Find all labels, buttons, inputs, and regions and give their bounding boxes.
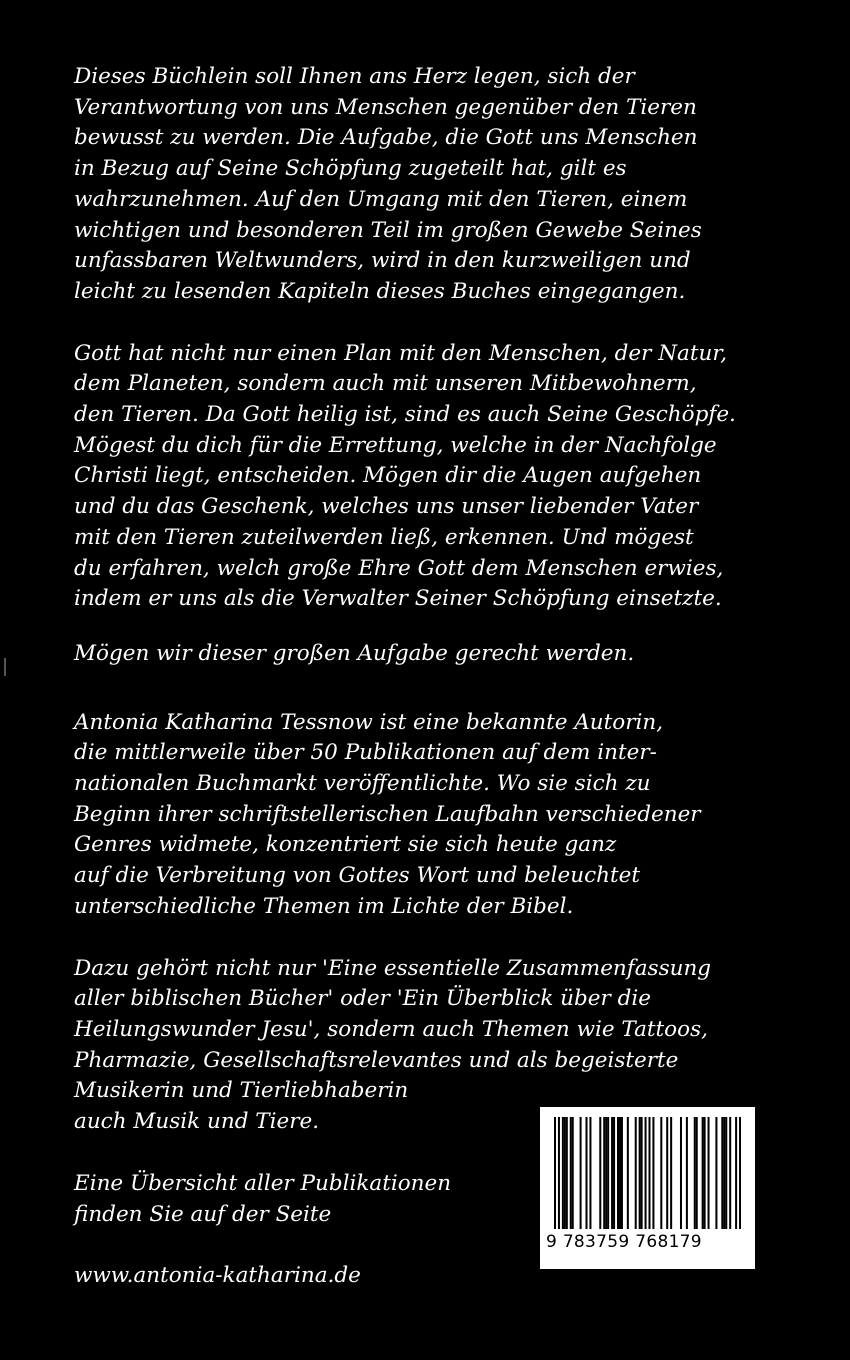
barcode-bar: [621, 1117, 623, 1229]
text-line: auch Musik und Tiere.: [74, 1109, 320, 1135]
barcode-bar: [564, 1117, 566, 1229]
barcode-bar: [562, 1117, 564, 1229]
barcode-bar: [735, 1117, 737, 1229]
paragraph-intro: [74, 62, 794, 308]
text-line: die mittlerweile über 50 Publikationen auf dem inter-: [74, 740, 657, 766]
text-line: Beginn ihrer schriftstellerischen Laufbahn verschiedener: [74, 801, 701, 827]
barcode-bar: [599, 1117, 601, 1229]
barcode-bar: [585, 1117, 587, 1229]
text-line: Gott hat nicht nur einen Plan mit den Menschen, der Natur,: [74, 340, 728, 366]
barcode-bar: [652, 1117, 654, 1229]
barcode-bar: [635, 1117, 637, 1229]
isbn-digits: 9 783759 768179: [546, 1232, 702, 1252]
barcode-bar: [641, 1117, 643, 1229]
text-line: auf die Verbreitung von Gottes Wort und beleuchtet: [74, 863, 640, 889]
barcode-bar: [715, 1117, 717, 1229]
text-line: Verantwortung von uns Menschen gegenüber den Tieren: [74, 94, 697, 120]
text-line: Dieses Büchlein soll Ihnen ans Herz legen, sich der: [74, 64, 635, 89]
barcode-bar: [696, 1117, 698, 1229]
barcode-bar: [660, 1117, 662, 1229]
barcode-bar: [648, 1117, 650, 1229]
text-line: indem er uns als die Verwalter Seiner Schöpfung einsetzte.: [74, 586, 722, 612]
barcode-bar: [694, 1117, 696, 1229]
barcode-bar: [554, 1117, 556, 1229]
text-line: bewusst zu werden. Die Aufgabe, die Gott uns Menschen: [74, 125, 698, 151]
barcode-bar: [580, 1117, 582, 1229]
text-line: Musikerin und Tierliebhaberin: [74, 1078, 409, 1104]
text-line: nationalen Buchmarkt veröffentlichte. Wo sie sich zu: [74, 771, 651, 797]
text-line: leicht zu lesenden Kapiteln dieses Buches eingegangen.: [74, 278, 686, 304]
paragraph-plan: [74, 339, 794, 615]
text-line: Eine Übersicht aller Publikationen: [74, 1170, 452, 1196]
text-line: Antonia Katharina Tessnow ist eine bekannte Autorin,: [74, 709, 664, 735]
barcode-bar: [639, 1117, 641, 1229]
text-line: Heilungswunder Jesu', sondern auch Themen wie Tattoos,: [74, 1016, 708, 1042]
text-line: Mögest du dich für die Errettung, welche in der Nachfolge: [74, 432, 717, 458]
text-line: aller biblischen Bücher' oder 'Ein Überblick über die: [74, 986, 651, 1012]
text-line: finden Sie auf der Seite: [74, 1201, 332, 1227]
barcode-bar: [603, 1117, 605, 1229]
barcode-bar: [702, 1117, 704, 1229]
barcode-bar: [670, 1117, 672, 1229]
isbn-barcode: [540, 1107, 755, 1269]
text-line: und du das Geschenk, welches uns unser liebender Vater: [74, 494, 699, 520]
barcode-bar: [645, 1117, 647, 1229]
barcode-bar: [605, 1117, 607, 1229]
text-line: mit den Tieren zuteilwerden ließ, erkennen. Und mögest: [74, 524, 694, 550]
barcode-bar: [566, 1117, 568, 1229]
text-line: den Tieren. Da Gott heilig ist, sind es auch Seine Geschöpfe.: [74, 402, 736, 428]
website-url: www.antonia-katharina.de: [74, 1263, 361, 1289]
barcode-bar: [725, 1117, 727, 1229]
barcode-bar: [570, 1117, 572, 1229]
barcode-bar: [739, 1117, 741, 1229]
text-line: Pharmazie, Gesellschaftsrelevantes und als begeisterte: [74, 1047, 679, 1073]
text-line: unfassbaren Weltwunders, wird in den kurzweiligen und: [74, 248, 691, 274]
barcode-bar: [729, 1117, 731, 1229]
text-line: unterschiedliche Themen im Lichte der Bibel.: [74, 893, 574, 919]
barcode-bar: [611, 1117, 613, 1229]
barcode-bar: [680, 1117, 682, 1229]
text-line: Mögen wir dieser großen Aufgabe gerecht werden.: [74, 640, 635, 666]
paragraph-wish: [74, 639, 794, 670]
text-line: du erfahren, welch große Ehre Gott dem Menschen erwies,: [74, 555, 724, 581]
text-line: Christi liegt, entscheiden. Mögen dir die Augen aufgehen: [74, 463, 702, 489]
barcode-bar: [704, 1117, 706, 1229]
barcode-bar: [589, 1117, 591, 1229]
barcode-bar: [617, 1117, 619, 1229]
paragraph-author-bio: [74, 708, 794, 923]
barcode-bar: [721, 1117, 723, 1229]
text-line: Dazu gehört nicht nur 'Eine essentielle Zusammenfassung: [74, 955, 712, 981]
barcode-bar: [558, 1117, 560, 1229]
text-line: wichtigen und besonderen Teil im großen Gewebe Seines: [74, 217, 702, 243]
text-line: dem Planeten, sondern auch mit unseren Mitbewohnern,: [74, 371, 697, 397]
barcode-bar: [627, 1117, 629, 1229]
text-line: wahrzunehmen. Auf den Umgang mit den Tieren, einem: [74, 186, 688, 212]
barcode-bar: [607, 1117, 609, 1229]
barcode-bar: [613, 1117, 615, 1229]
barcode-bar: [686, 1117, 688, 1229]
barcode-bar: [572, 1117, 574, 1229]
barcode-bar: [723, 1117, 725, 1229]
edge-mark: [4, 658, 6, 676]
barcode-bar: [666, 1117, 668, 1229]
text-line: in Bezug auf Seine Schöpfung zugeteilt hat, gilt es: [74, 156, 627, 182]
barcode-bars: [554, 1117, 741, 1229]
barcode-bar: [619, 1117, 621, 1229]
text-line: Genres widmete, konzentriert sie sich heute ganz: [74, 832, 617, 858]
barcode-bar: [708, 1117, 710, 1229]
